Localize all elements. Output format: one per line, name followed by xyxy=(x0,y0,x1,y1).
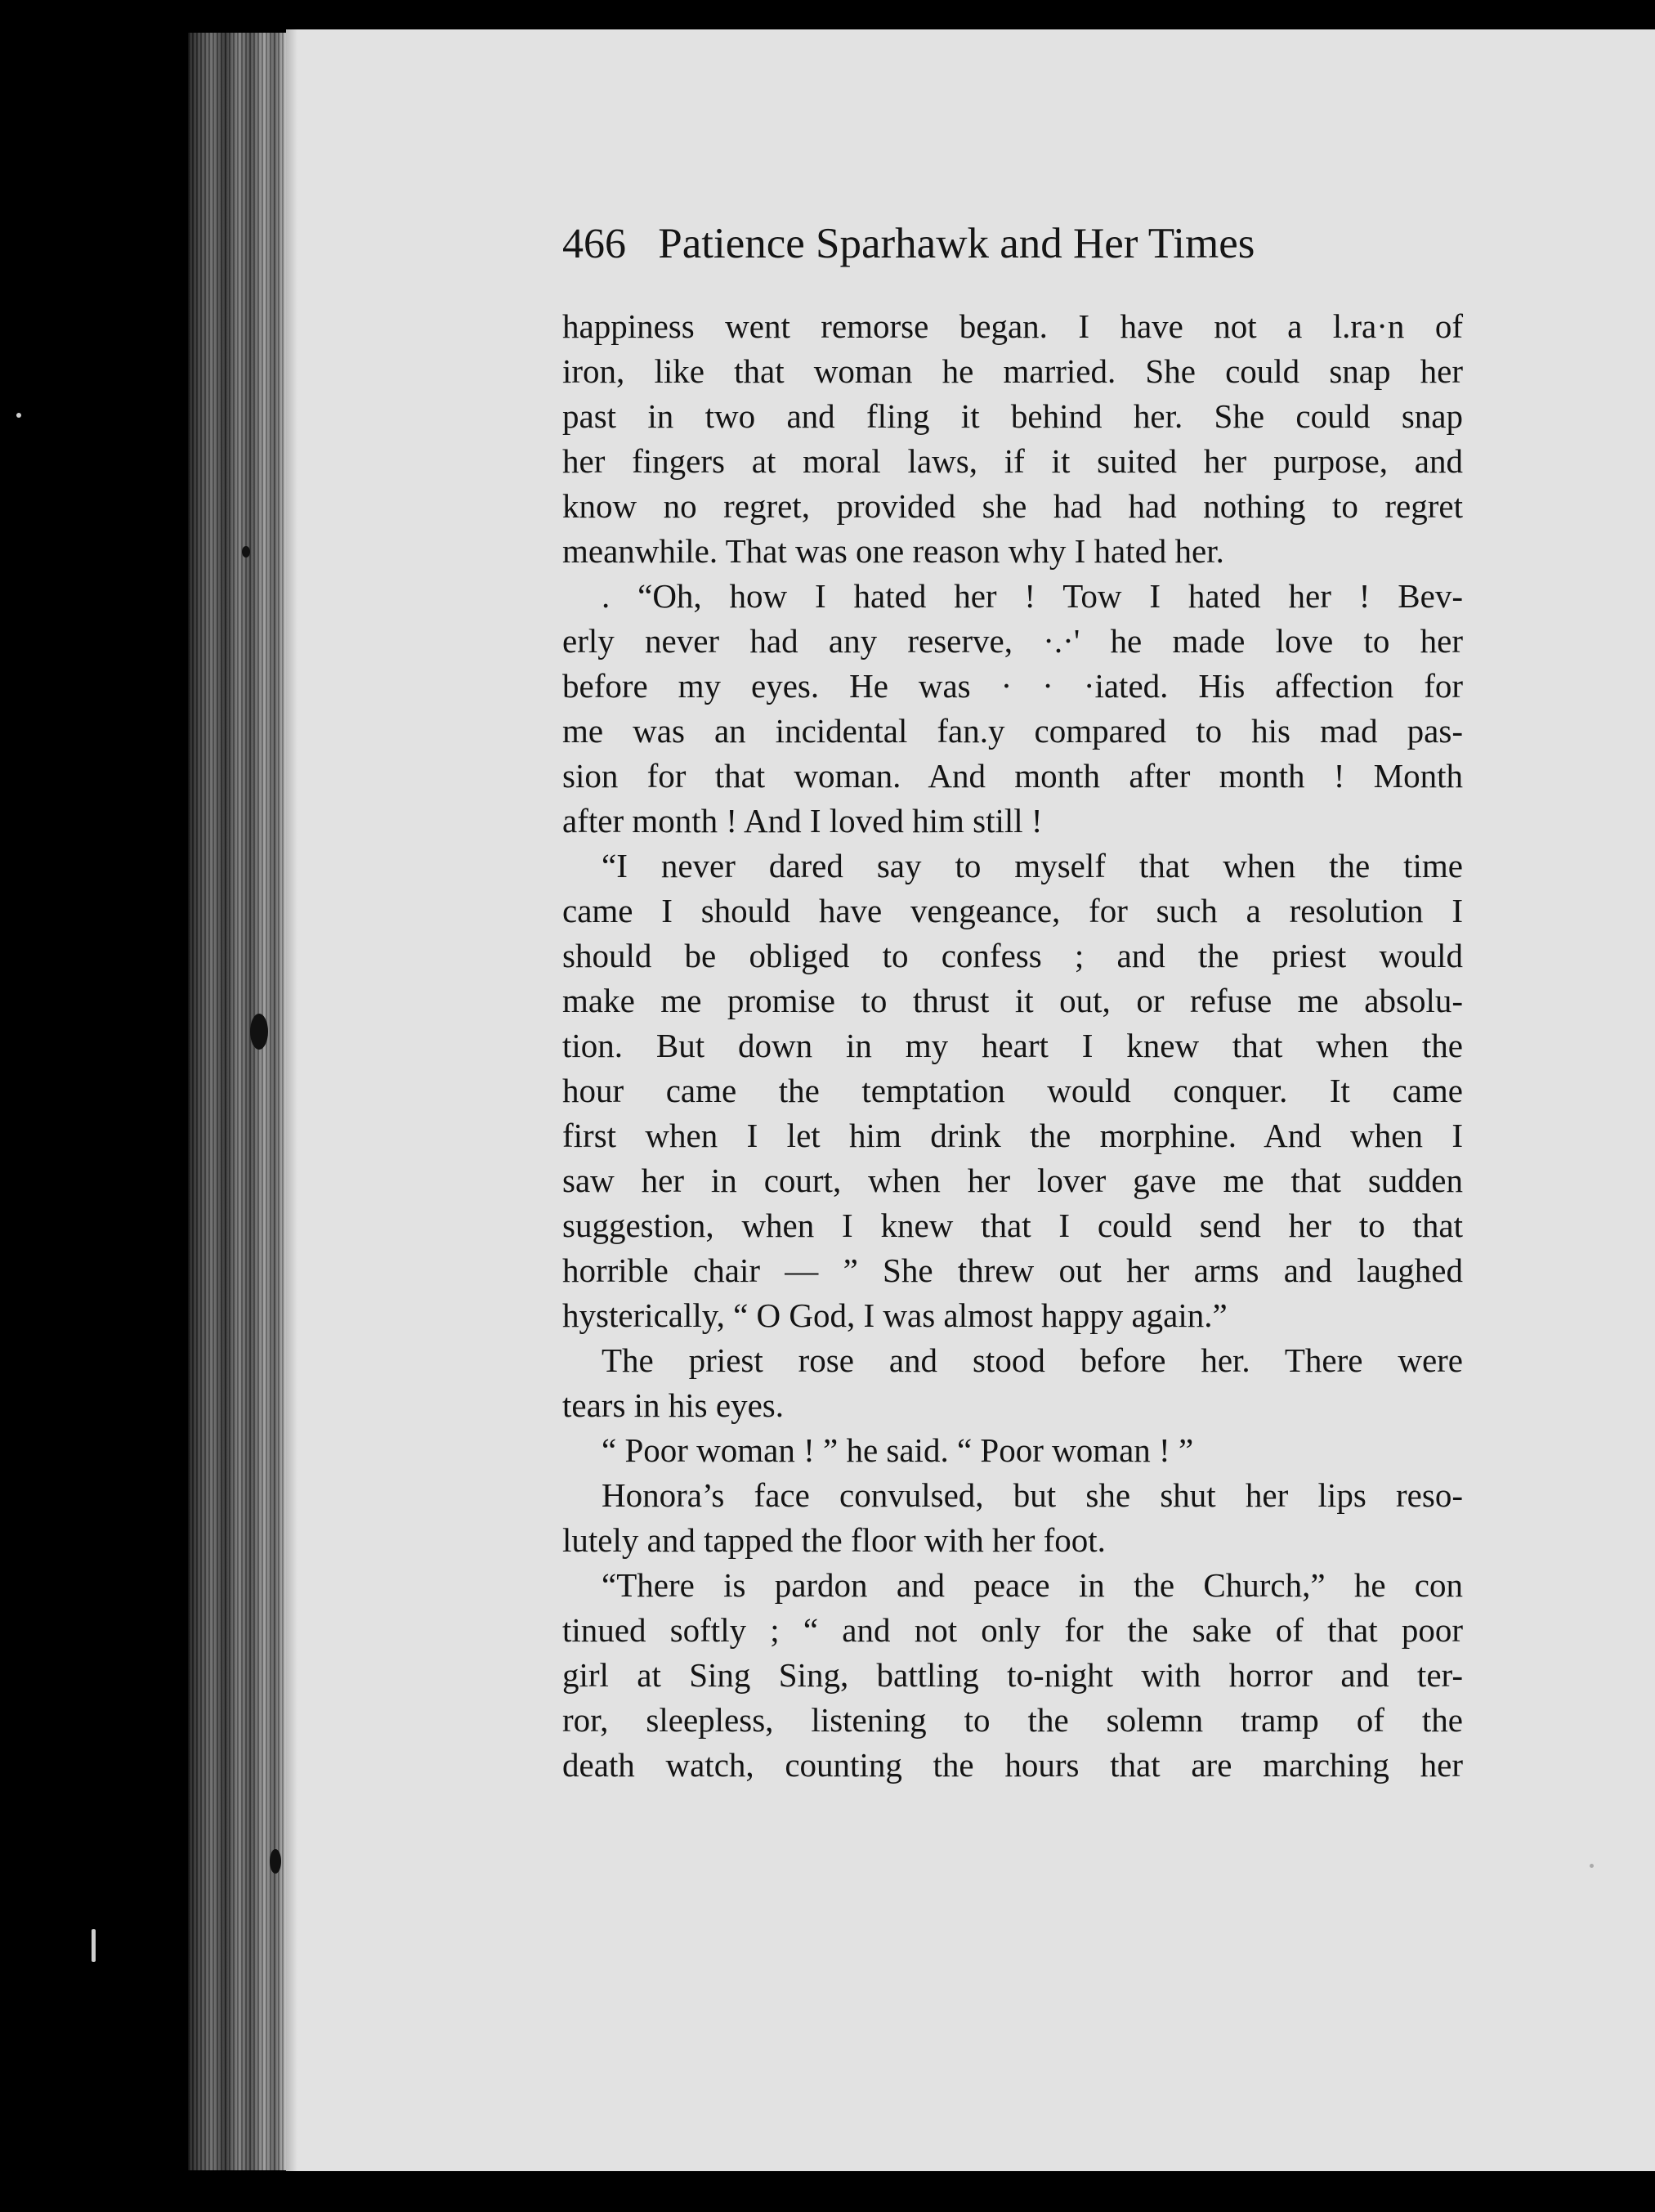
text-line: iron, like that woman he married. She could snap her xyxy=(562,352,1463,390)
text-line: hysterically, “ O God, I was almost happy again.” xyxy=(562,1296,1228,1334)
scan-artifact xyxy=(242,546,250,557)
text-line: hour came the temptation would conquer. It came xyxy=(562,1072,1463,1109)
text-line: meanwhile. That was one reason why I hated her. xyxy=(562,532,1224,570)
text-line: tears in his eyes. xyxy=(562,1386,784,1424)
text-line: suggestion, when I knew that I could send her to that xyxy=(562,1207,1463,1244)
text-line: should be obliged to confess ; and the priest would xyxy=(562,937,1463,974)
text-line: happiness went remorse began. I have not a l.ra·n of xyxy=(562,307,1463,345)
scan-artifact xyxy=(16,413,21,418)
text-line: first when I let him drink the morphine. And when I xyxy=(562,1117,1463,1154)
text-line: sion for that woman. And month after month ! Month xyxy=(562,757,1463,795)
scan-artifact xyxy=(270,1849,281,1874)
text-line: “I never dared say to myself that when the time xyxy=(602,847,1463,884)
text-line: . “Oh, how I hated her ! Tow I hated her ! Bev- xyxy=(602,577,1463,615)
text-line: came I should have vengeance, for such a resolution I xyxy=(562,892,1463,929)
text-line: ror, sleepless, listening to the solemn tramp of the xyxy=(562,1701,1463,1739)
text-line: after month ! And I loved him still ! xyxy=(562,802,1043,840)
text-line: make me promise to thrust it out, or refuse me absolu- xyxy=(562,982,1463,1019)
text-line: tinued softly ; “ and not only for the sake of that poor xyxy=(562,1611,1463,1649)
running-title: Patience Sparhawk and Her Times xyxy=(658,220,1255,267)
text-line: “There is pardon and peace in the Church,” he con xyxy=(602,1566,1463,1604)
page-edge-shadow xyxy=(286,29,297,2171)
scan-artifact xyxy=(92,1929,96,1962)
text-line: her fingers at moral laws, if it suited her purpose, and xyxy=(562,442,1463,480)
text-line: girl at Sing Sing, battling to-night with horror and ter- xyxy=(562,1656,1463,1694)
book-gutter xyxy=(188,33,286,2170)
text-line: tion. But down in my heart I knew that when the xyxy=(562,1027,1463,1064)
text-line: know no regret, provided she had had nothing to regret xyxy=(562,487,1463,525)
text-line: past in two and fling it behind her. She could snap xyxy=(562,397,1463,435)
running-header xyxy=(562,211,1463,276)
gutter-texture xyxy=(188,33,286,2170)
scan-artifact xyxy=(250,1014,268,1050)
text-line: lutely and tapped the floor with her foot. xyxy=(562,1521,1106,1559)
body-text xyxy=(562,304,1463,1788)
text-line: The priest rose and stood before her. There were xyxy=(602,1341,1463,1379)
text-line: “ Poor woman ! ” he said. “ Poor woman ! ” xyxy=(602,1431,1194,1469)
text-line: erly never had any reserve, ·.·' he made love to her xyxy=(562,622,1463,660)
text-line: before my eyes. He was · · ·iated. His affection for xyxy=(562,667,1463,705)
text-line: horrible chair — ” She threw out her arms and laughed xyxy=(562,1252,1463,1289)
text-line: saw her in court, when her lover gave me that sudden xyxy=(562,1162,1463,1199)
page-number: 466 xyxy=(562,221,626,267)
text-line: Honora’s face convulsed, but she shut her lips reso- xyxy=(602,1476,1463,1514)
scan-artifact xyxy=(1590,1864,1594,1868)
text-line: me was an incidental fan.y compared to his mad pas- xyxy=(562,712,1463,750)
text-line: death watch, counting the hours that are marching her xyxy=(562,1746,1463,1784)
